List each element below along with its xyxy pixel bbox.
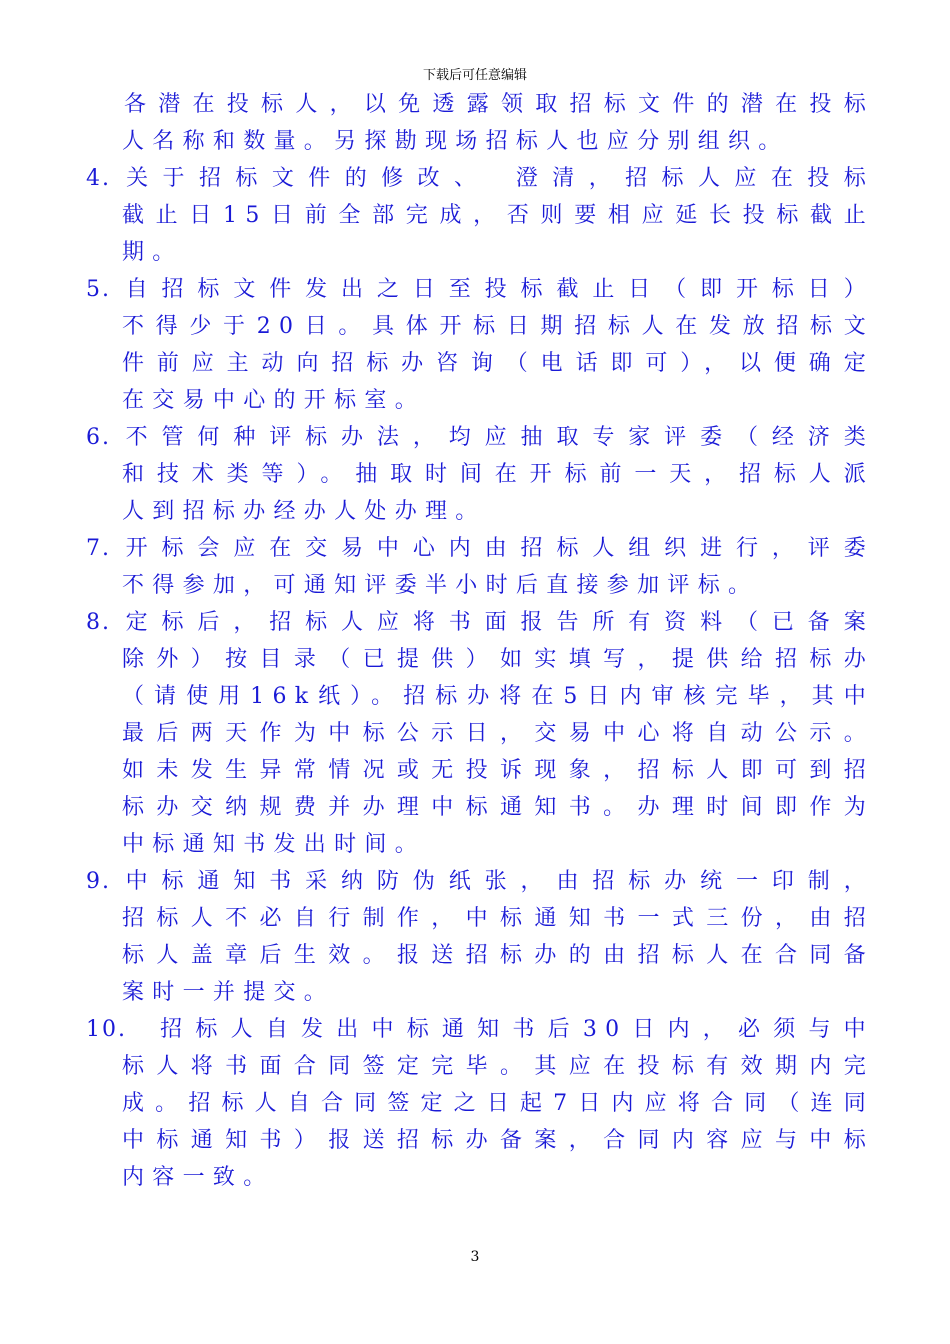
line-text: 人名称和数量。另探勘现场招标人也应分别组织。	[122, 129, 789, 154]
item-number: 5.	[86, 277, 111, 302]
text-line	[86, 382, 874, 419]
text-line	[86, 900, 874, 937]
line-text: 中标通知书发出时间。	[122, 832, 426, 857]
text-line	[86, 1011, 874, 1048]
text-line	[86, 789, 874, 826]
line-text: 和技术类等）。抽取时间在开标前一天，招标人派	[122, 462, 874, 487]
line-text: 案时一并提交。	[122, 980, 335, 1005]
line-text: 招标人自发出中标通知书后30日内，必须与中	[120, 1017, 874, 1042]
text-line	[86, 530, 874, 567]
text-line	[86, 826, 874, 863]
list-item	[86, 419, 874, 530]
list-item	[86, 530, 874, 604]
line-text: 中标通知书采纳防伪纸张，由招标办统一印制，	[120, 869, 874, 894]
line-text: 截止日15日前全部完成，否则要相应延长投标截止	[122, 203, 874, 228]
line-text: 开标会应在交易中心内由招标人组织进行，评委	[120, 536, 874, 561]
list-item	[86, 863, 874, 1011]
line-text: 除外）按目录（已提供）如实填写，提供给招标办	[122, 647, 874, 672]
line-text: 人到招标办经办人处办理。	[122, 499, 486, 524]
text-line	[86, 197, 874, 234]
text-line	[86, 604, 874, 641]
item-number: 8.	[86, 610, 111, 635]
line-text: 标办交纳规费并办理中标通知书。办理时间即作为	[122, 795, 874, 820]
line-text: 件前应主动向招标办咨询（电话即可），以便确定	[122, 351, 874, 376]
text-line	[86, 863, 874, 900]
page-header: 下载后可任意编辑	[422, 68, 527, 83]
text-line	[86, 937, 874, 974]
line-text: 定标后，招标人应将书面报告所有资料（已备案	[120, 610, 874, 635]
line-text: 标人盖章后生效。报送招标办的由招标人在合同备	[122, 943, 874, 968]
line-text: 期。	[122, 240, 183, 265]
list-item	[86, 1011, 874, 1196]
text-line	[86, 974, 874, 1011]
list-item	[86, 271, 874, 419]
list-item	[86, 604, 874, 863]
line-text: 如未发生异常情况或无投诉现象，招标人即可到招	[122, 758, 874, 783]
text-line	[86, 86, 874, 123]
body-text	[86, 86, 874, 1196]
line-text: 不得少于20日。具体开标日期招标人在发放招标文	[122, 314, 874, 339]
item-number: 10.	[86, 1017, 127, 1042]
list-item	[86, 86, 874, 160]
line-text: 内容一致。	[122, 1165, 274, 1190]
page-number: 3	[470, 1249, 480, 1265]
text-line	[86, 567, 874, 604]
item-number: 7.	[86, 536, 111, 561]
line-text: 标人将书面合同签定完毕。其应在投标有效期内完	[122, 1054, 874, 1079]
line-text: 中标通知书）报送招标办备案，合同内容应与中标	[122, 1128, 874, 1153]
text-line	[86, 308, 874, 345]
line-text: 在交易中心的开标室。	[122, 388, 426, 413]
text-line	[86, 123, 874, 160]
text-line	[86, 1159, 874, 1196]
text-line	[86, 456, 874, 493]
text-line	[86, 234, 874, 271]
line-text: 成。招标人自合同签定之日起7日内应将合同（连同	[122, 1091, 874, 1116]
text-line	[86, 678, 874, 715]
line-text: 自招标文件发出之日至投标截止日（即开标日）	[120, 277, 874, 302]
item-number: 4.	[86, 166, 111, 191]
list-item	[86, 160, 874, 271]
line-text: 不得参加，可通知评委半小时后直接参加评标。	[122, 573, 759, 598]
line-text: 关于招标文件的修改、 澄清，招标人应在投标	[120, 166, 874, 191]
line-text: 最后两天作为中标公示日，交易中心将自动公示。	[122, 721, 874, 746]
text-line	[86, 641, 874, 678]
text-line	[86, 493, 874, 530]
text-line	[86, 345, 874, 382]
text-line	[86, 419, 874, 456]
line-text: 不管何种评标办法，均应抽取专家评委（经济类	[120, 425, 874, 450]
text-line	[86, 1085, 874, 1122]
text-line	[86, 1048, 874, 1085]
text-line	[86, 752, 874, 789]
text-line	[86, 1122, 874, 1159]
text-line	[86, 715, 874, 752]
text-line	[86, 160, 874, 197]
item-number: 6.	[86, 425, 111, 450]
line-text: （请使用16k纸）。招标办将在5日内审核完毕，其中	[122, 684, 874, 709]
item-number: 9.	[86, 869, 111, 894]
line-text: 各潜在投标人，以免透露领取招标文件的潜在投标	[120, 92, 874, 117]
text-line	[86, 271, 874, 308]
line-text: 招标人不必自行制作，中标通知书一式三份，由招	[122, 906, 874, 931]
